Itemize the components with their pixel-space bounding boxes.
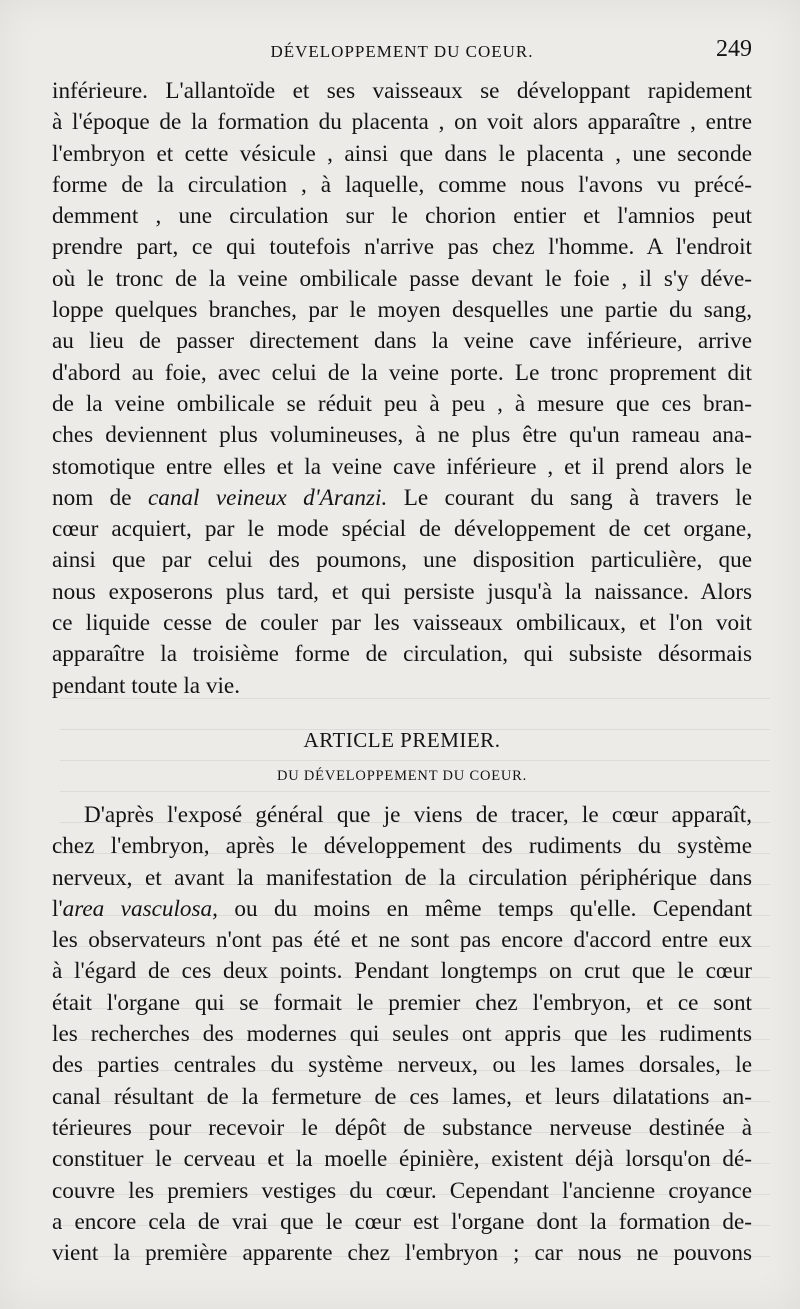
- page-number: 249: [716, 36, 752, 62]
- text-line: constituer le cerveau et la moelle épinière, existent déjà lorsqu'on dé-: [52, 1146, 752, 1173]
- text-line: nerveux, et avant la manifestation de la circulation périphérique dans: [52, 864, 752, 891]
- text-line: les recherches des modernes qui seules ont appris que les rudiments: [52, 1021, 752, 1048]
- text-line: les observateurs n'ont pas été et ne sont pas encore d'accord entre eux: [52, 927, 752, 954]
- text-line: loppe quelques branches, par le moyen desquelles une partie du sang,: [52, 297, 752, 324]
- text-line: inférieure. L'allantoïde et ses vaisseaux se développant rapidement: [52, 78, 752, 104]
- text-line: apparaître la troisième forme de circulation, qui subsiste désormais: [52, 641, 752, 668]
- text-fragment: l': [52, 895, 63, 922]
- text-fragment: nom de: [52, 484, 148, 511]
- text-line: nous exposerons plus tard, et qui persiste jusqu'à la naissance. Alors: [52, 578, 752, 605]
- text-line: vient la première apparente chez l'embryon ; car nous ne pouvons: [52, 1240, 752, 1267]
- text-line: couvre les premiers vestiges du cœur. Cependant l'ancienne croyance: [52, 1177, 752, 1204]
- text-line: forme de la circulation , à laquelle, comme nous l'avons vu précé-: [52, 171, 752, 198]
- section-title: DU DÉVELOPPEMENT DU COEUR.: [276, 767, 528, 784]
- paragraph-1: [52, 76, 752, 702]
- text-line: au lieu de passer directement dans la veine cave inférieure, arrive: [52, 328, 752, 355]
- text-line: ce liquide cesse de couler par les vaisseaux ombilicaux, et l'on voit: [52, 610, 752, 637]
- text-line: d'abord au foie, avec celui de la veine porte. Le tronc proprement dit: [52, 359, 752, 386]
- text-line: pendant toute la vie.: [52, 672, 241, 699]
- text-line: où le tronc de la veine ombilicale passe devant le foie , il s'y déve-: [52, 265, 752, 292]
- text-line: chez l'embryon, après le développement des rudiments du système: [52, 833, 752, 860]
- article-title: ARTICLE PREMIER.: [303, 727, 501, 752]
- italic-term: area vasculosa,: [62, 895, 218, 922]
- text-fragment: Le courant du sang à travers le: [387, 484, 752, 511]
- text-line-with-italic: [52, 483, 752, 514]
- text-line: térieures pour recevoir le dépôt de substance nerveuse destinée à: [52, 1114, 752, 1141]
- text-line: de la veine ombilicale se réduit peu à peu , à mesure que ces bran-: [52, 390, 752, 417]
- text-line: à l'égard de ces deux points. Pendant longtemps on crut que le cœur: [52, 958, 752, 985]
- text-line: des parties centrales du système nerveux, ou les lames dorsales, le: [52, 1052, 752, 1079]
- text-line: demment , une circulation sur le chorion entier et l'amnios peut: [52, 203, 752, 230]
- text-line: cœur acquiert, par le mode spécial de développement de cet organe,: [52, 516, 752, 543]
- text-fragment: ou du moins en même temps qu'elle. Cependant: [217, 895, 752, 922]
- text-line: stomotique entre elles et la veine cave inférieure , et il prend alors le: [52, 453, 752, 480]
- text-line: canal résultant de la fermeture de ces lames, et leurs dilatations an-: [52, 1083, 752, 1110]
- running-head: DÉVELOPPEMENT DU COEUR.: [270, 42, 534, 61]
- paragraph-2: [52, 800, 752, 1269]
- text-line: l'embryon et cette vésicule , ainsi que dans le placenta , une seconde: [52, 140, 752, 167]
- text-line: à l'époque de la formation du placenta , on voit alors apparaître , entre: [52, 109, 752, 136]
- text-line: était l'organe qui se formait le premier chez l'embryon, et ce sont: [52, 989, 752, 1016]
- text-line: D'après l'exposé général que je viens de tracer, le cœur apparaît,: [84, 801, 752, 828]
- text-line: ches deviennent plus volumineuses, à ne plus être qu'un rameau ana-: [52, 422, 752, 449]
- page-header: [52, 36, 752, 68]
- text-line-with-italic: [52, 894, 752, 925]
- text-line: ainsi que par celui des poumons, une disposition particulière, que: [52, 547, 752, 574]
- italic-term: canal veineux d'Aranzi.: [147, 484, 388, 511]
- text-line: a encore cela de vrai que le cœur est l'organe dont la formation de-: [52, 1208, 752, 1235]
- page-body: [52, 76, 752, 1269]
- text-line: prendre part, ce qui toutefois n'arrive pas chez l'homme. A l'endroit: [52, 234, 752, 261]
